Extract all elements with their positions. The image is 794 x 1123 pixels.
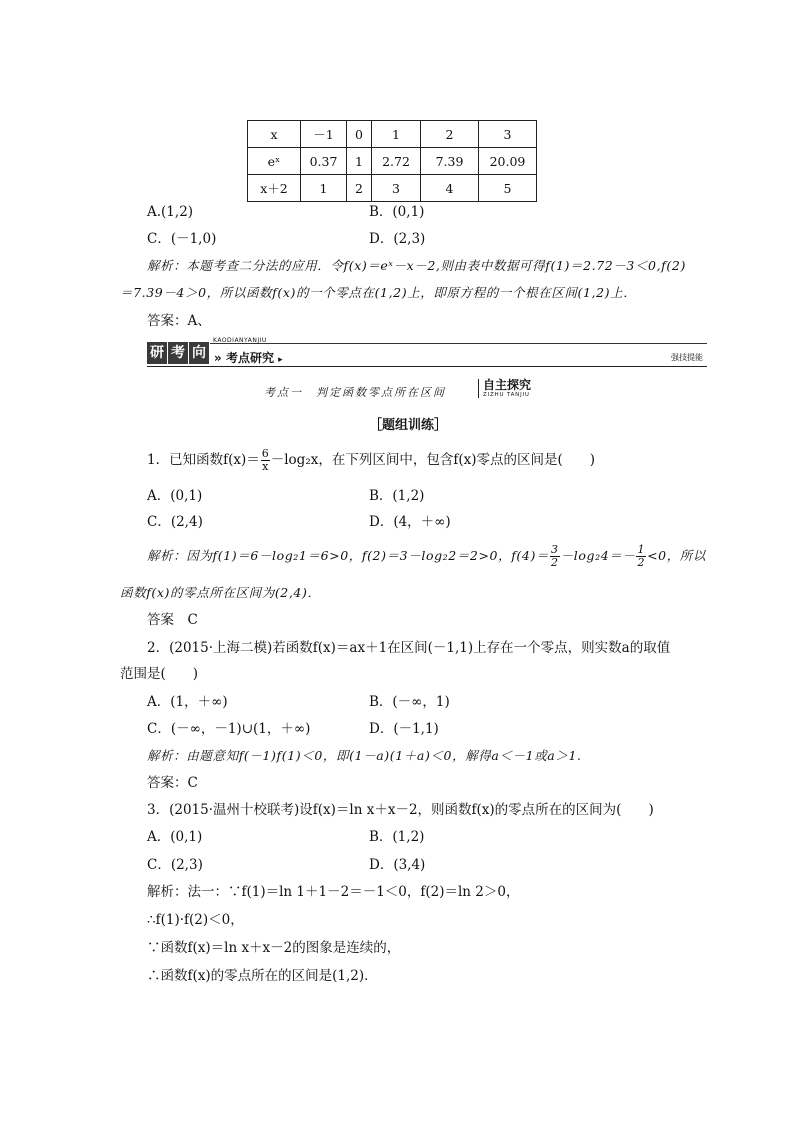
table-cell: 2	[347, 175, 372, 202]
option-b: B．(1,2)	[369, 488, 425, 504]
header-box: 研	[147, 342, 167, 364]
option-a: A.(1,2)	[147, 204, 194, 220]
solution-text: ∴f(1)·f(2)＜0，	[147, 912, 244, 928]
table-cell: 0.37	[301, 148, 347, 175]
header-pinyin: KAODIANYANJIU	[213, 337, 267, 344]
denominator: 2	[551, 556, 559, 569]
divider	[147, 366, 707, 367]
numerator: 1	[637, 543, 646, 556]
table-cell: 20.09	[479, 148, 537, 175]
stem-text: －log₂x，在下列区间中，包含f(x)零点的区间是( )	[270, 452, 596, 468]
fraction	[550, 544, 560, 569]
table-cell: x	[248, 121, 301, 148]
table-cell: 1	[372, 121, 421, 148]
numerator: 3	[551, 543, 559, 556]
answer-text: 答案 C	[147, 612, 198, 628]
option-c: C．(－1,0)	[147, 231, 217, 247]
table-cell: 3	[479, 121, 537, 148]
denominator: 2	[637, 556, 646, 569]
solution-text: 解析：本题考查二分法的应用．令f(x)＝eˣ－x－2,则由表中数据可得f(1)＝2.72－3＜0,f(2)	[147, 258, 686, 273]
table-cell: 3	[372, 175, 421, 202]
value-table	[247, 120, 537, 202]
option-a: A．(0,1)	[147, 488, 203, 504]
table-cell: eˣ	[248, 148, 301, 175]
solution-part: －log₂4＝－	[560, 548, 636, 563]
answer-text: 答案：A、	[147, 313, 211, 329]
question-stem: 范围是( )	[120, 666, 199, 682]
table-row	[248, 175, 537, 202]
table-cell: －1	[301, 121, 347, 148]
option-c: C．(2,4)	[147, 514, 203, 530]
self-study-tag	[478, 379, 531, 398]
table-cell: 0	[347, 121, 372, 148]
table-row	[248, 148, 537, 175]
option-d: D．(－1,1)	[369, 721, 439, 737]
table-cell: x＋2	[248, 175, 301, 202]
option-b: B．(0,1)	[369, 204, 425, 220]
solution-text: 解析：由题意知f(－1)f(1)＜0，即(1－a)(1＋a)＜0，解得a＜－1或a＞1.	[147, 748, 582, 763]
option-d: D．(3,4)	[369, 857, 426, 873]
tag-pinyin: ZIZHU TANJIU	[483, 392, 530, 398]
solution-part: <0，所以	[647, 548, 706, 563]
numerator: 6	[261, 447, 269, 460]
option-b: B．(－∞，1)	[369, 694, 450, 710]
header-box: 向	[189, 342, 209, 364]
stem-text: 1．已知函数f(x)＝	[147, 452, 260, 468]
question-stem: 2．(2015·上海二模)若函数f(x)＝ax＋1在区间(－1,1)上存在一个零点，则实数a的取值	[147, 640, 671, 656]
fraction	[636, 544, 646, 569]
solution-text: ＝7.39－4＞0，所以函数f(x)的一个零点在(1,2)上，即原方程的一个根在区间(1,2)上．	[120, 285, 637, 300]
table-cell: 2.72	[372, 148, 421, 175]
fraction	[261, 448, 270, 473]
double-arrow-icon: »	[214, 351, 222, 365]
section-title	[214, 349, 283, 366]
option-a: A．(0,1)	[147, 829, 203, 845]
section-label: 考点研究	[225, 351, 274, 365]
table-cell: 7.39	[421, 148, 479, 175]
play-icon: ▸	[278, 355, 283, 365]
topic-title: 考点一 判定函数零点所在区间	[264, 386, 446, 399]
question-stem	[147, 445, 595, 475]
tag-label: 自主探究	[483, 378, 532, 392]
table-row	[248, 121, 537, 148]
section-header-banner	[147, 337, 707, 368]
solution-text: 解析：法一：∵f(1)＝ln 1＋1－2＝－1＜0，f(2)＝ln 2＞0，	[147, 884, 520, 900]
group-title: ［题组训练］	[369, 418, 448, 433]
divider	[210, 343, 707, 344]
solution-text: 函数f(x)的零点所在区间为(2,4)．	[120, 585, 321, 600]
option-d: D．(4，＋∞)	[369, 514, 451, 530]
solution-part: 解析：因为f(1)＝6－log₂1＝6>0，f(2)＝3－log₂2＝2>0，f(4)＝	[147, 548, 550, 563]
table-cell: 5	[479, 175, 537, 202]
option-c: C．(2,3)	[147, 857, 203, 873]
header-right-label: 强技提能	[671, 353, 703, 362]
answer-text: 答案：C	[147, 775, 198, 791]
option-d: D．(2,3)	[369, 231, 426, 247]
solution-text	[147, 541, 706, 571]
table-cell: 2	[421, 121, 479, 148]
solution-text: ∴函数f(x)的零点所在的区间是(1,2)．	[147, 968, 378, 984]
question-stem: 3．(2015·温州十校联考)设f(x)＝ln x＋x－2，则函数f(x)的零点所在的区间为( )	[147, 802, 654, 818]
header-box: 考	[168, 342, 188, 364]
table-cell: 1	[347, 148, 372, 175]
option-b: B．(1,2)	[369, 829, 425, 845]
option-a: A．(1，＋∞)	[147, 694, 228, 710]
solution-text: ∵函数f(x)＝ln x＋x－2的图象是连续的，	[147, 940, 401, 956]
table-cell: 4	[421, 175, 479, 202]
denominator: x	[262, 460, 269, 473]
option-c: C．(－∞，－1)∪(1，＋∞)	[147, 721, 311, 737]
table-cell: 1	[301, 175, 347, 202]
